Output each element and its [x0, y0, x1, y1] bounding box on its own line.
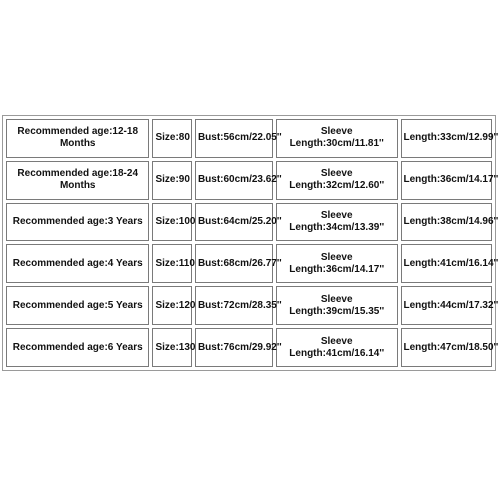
bust-cell: Bust:60cm/23.62'' — [195, 161, 273, 200]
sleeve-cell: Sleeve Length:41cm/16.14'' — [276, 328, 398, 367]
age-cell: Recommended age:4 Years — [6, 244, 149, 283]
length-cell: Length:38cm/14.96'' — [401, 203, 493, 242]
length-cell: Length:44cm/17.32'' — [401, 286, 493, 325]
sleeve-cell: Sleeve Length:32cm/12.60'' — [276, 161, 398, 200]
table-row — [6, 161, 492, 200]
bust-cell: Bust:76cm/29.92'' — [195, 328, 273, 367]
size-cell: Size:100 — [152, 203, 192, 242]
size-cell: Size:130 — [152, 328, 192, 367]
length-cell: Length:33cm/12.99'' — [401, 119, 493, 158]
size-cell: Size:120 — [152, 286, 192, 325]
size-cell: Size:80 — [152, 119, 192, 158]
length-cell: Length:47cm/18.50'' — [401, 328, 493, 367]
sleeve-cell: Sleeve Length:39cm/15.35'' — [276, 286, 398, 325]
table-row — [6, 328, 492, 367]
table-row — [6, 203, 492, 242]
bust-cell: Bust:68cm/26.77'' — [195, 244, 273, 283]
age-cell: Recommended age:3 Years — [6, 203, 149, 242]
age-cell: Recommended age:6 Years — [6, 328, 149, 367]
age-cell: Recommended age:5 Years — [6, 286, 149, 325]
size-cell: Size:90 — [152, 161, 192, 200]
length-cell: Length:41cm/16.14'' — [401, 244, 493, 283]
length-cell: Length:36cm/14.17'' — [401, 161, 493, 200]
table-row — [6, 244, 492, 283]
bust-cell: Bust:64cm/25.20'' — [195, 203, 273, 242]
age-cell: Recommended age:18-24 Months — [6, 161, 149, 200]
sleeve-cell: Sleeve Length:30cm/11.81'' — [276, 119, 398, 158]
table-row — [6, 119, 492, 158]
sleeve-cell: Sleeve Length:34cm/13.39'' — [276, 203, 398, 242]
size-chart-table — [2, 115, 499, 371]
age-cell: Recommended age:12-18 Months — [6, 119, 149, 158]
bust-cell: Bust:56cm/22.05'' — [195, 119, 273, 158]
size-cell: Size:110 — [152, 244, 192, 283]
table-row — [6, 286, 492, 325]
bust-cell: Bust:72cm/28.35'' — [195, 286, 273, 325]
sleeve-cell: Sleeve Length:36cm/14.17'' — [276, 244, 398, 283]
